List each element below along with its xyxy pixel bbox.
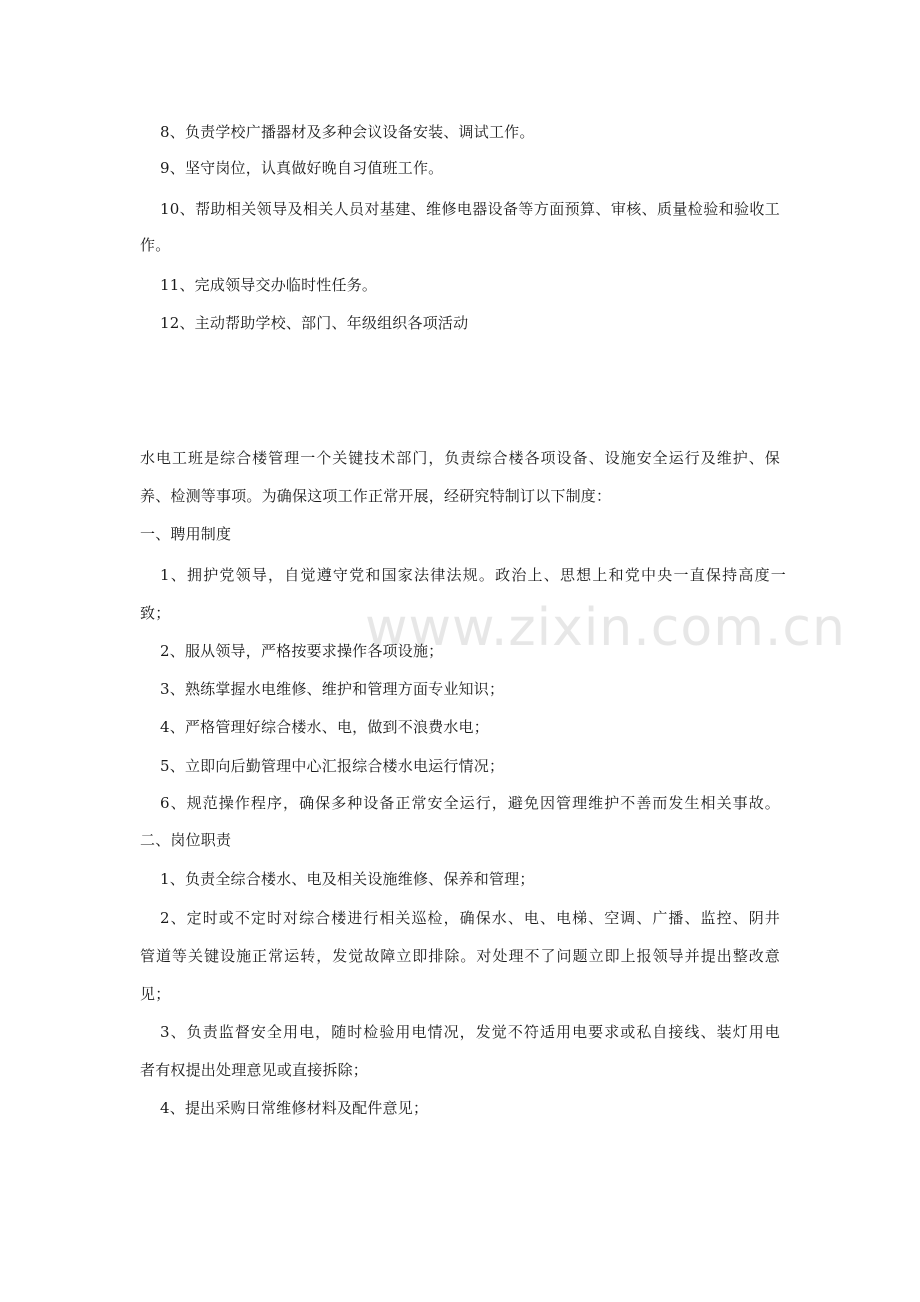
list-item: 4、提出采购日常维修材料及配件意见； [160,1099,429,1117]
list-item: 1、负责全综合楼水、电及相关设施维修、保养和管理； [160,870,535,888]
list-item-continuation: 管道等关键设施正常运转，发觉故障立即排除。对处理不了问题立即上报领导并提出整改意 [140,947,780,965]
section-heading: 二、岗位职责 [140,831,232,849]
list-item: 3、熟练掌握水电维修、维护和管理方面专业知识； [160,680,505,698]
list-item: 6、规范操作程序，确保多种设备正常安全运行，避免因管理维护不善而发生相关事故。 [160,794,780,812]
list-item-continuation: 见； [140,985,171,1003]
list-item: 8、负责学校广播器材及多种会议设备安装、调试工作。 [160,123,535,141]
list-item: 12、主动帮助学校、部门、年级组织各项活动 [160,314,469,332]
list-item: 2、服从领导，严格按要求操作各项设施； [160,642,444,660]
list-item: 9、坚守岗位，认真做好晚自习值班工作。 [160,159,444,177]
intro-paragraph-line: 水电工班是综合楼管理一个关键技术部门，负责综合楼各项设备、设施安全运行及维护、保 [140,449,780,467]
watermark: www.zixin.com.cn [365,598,846,658]
list-item: 5、立即向后勤管理中心汇报综合楼水电运行情况； [160,757,505,775]
list-item-continuation: 者有权提出处理意见或直接拆除； [140,1061,369,1079]
list-item: 10、帮助相关领导及相关人员对基建、维修电器设备等方面预算、审核、质量检验和验收工 [160,200,780,218]
list-item-continuation: 作。 [140,236,171,254]
list-item: 3、负责监督安全用电，随时检验用电情况，发觉不符适用电要求或私自接线、装灯用电 [160,1023,780,1041]
intro-paragraph-line: 养、检测等事项。为确保这项工作正常开展，经研究特制订以下制度： [140,487,612,505]
list-item: 2、定时或不定时对综合楼进行相关巡检，确保水、电、电梯、空调、广播、监控、阴井 [160,909,780,927]
list-item: 11、完成领导交办临时性任务。 [160,276,378,294]
section-heading: 一、聘用制度 [140,525,232,543]
list-item: 4、严格管理好综合楼水、电，做到不浪费水电； [160,718,489,736]
list-item-continuation: 致； [140,604,171,622]
list-item: 1、拥护党领导，自觉遵守党和国家法律法规。政治上、思想上和党中央一直保持高度一 [160,566,786,584]
